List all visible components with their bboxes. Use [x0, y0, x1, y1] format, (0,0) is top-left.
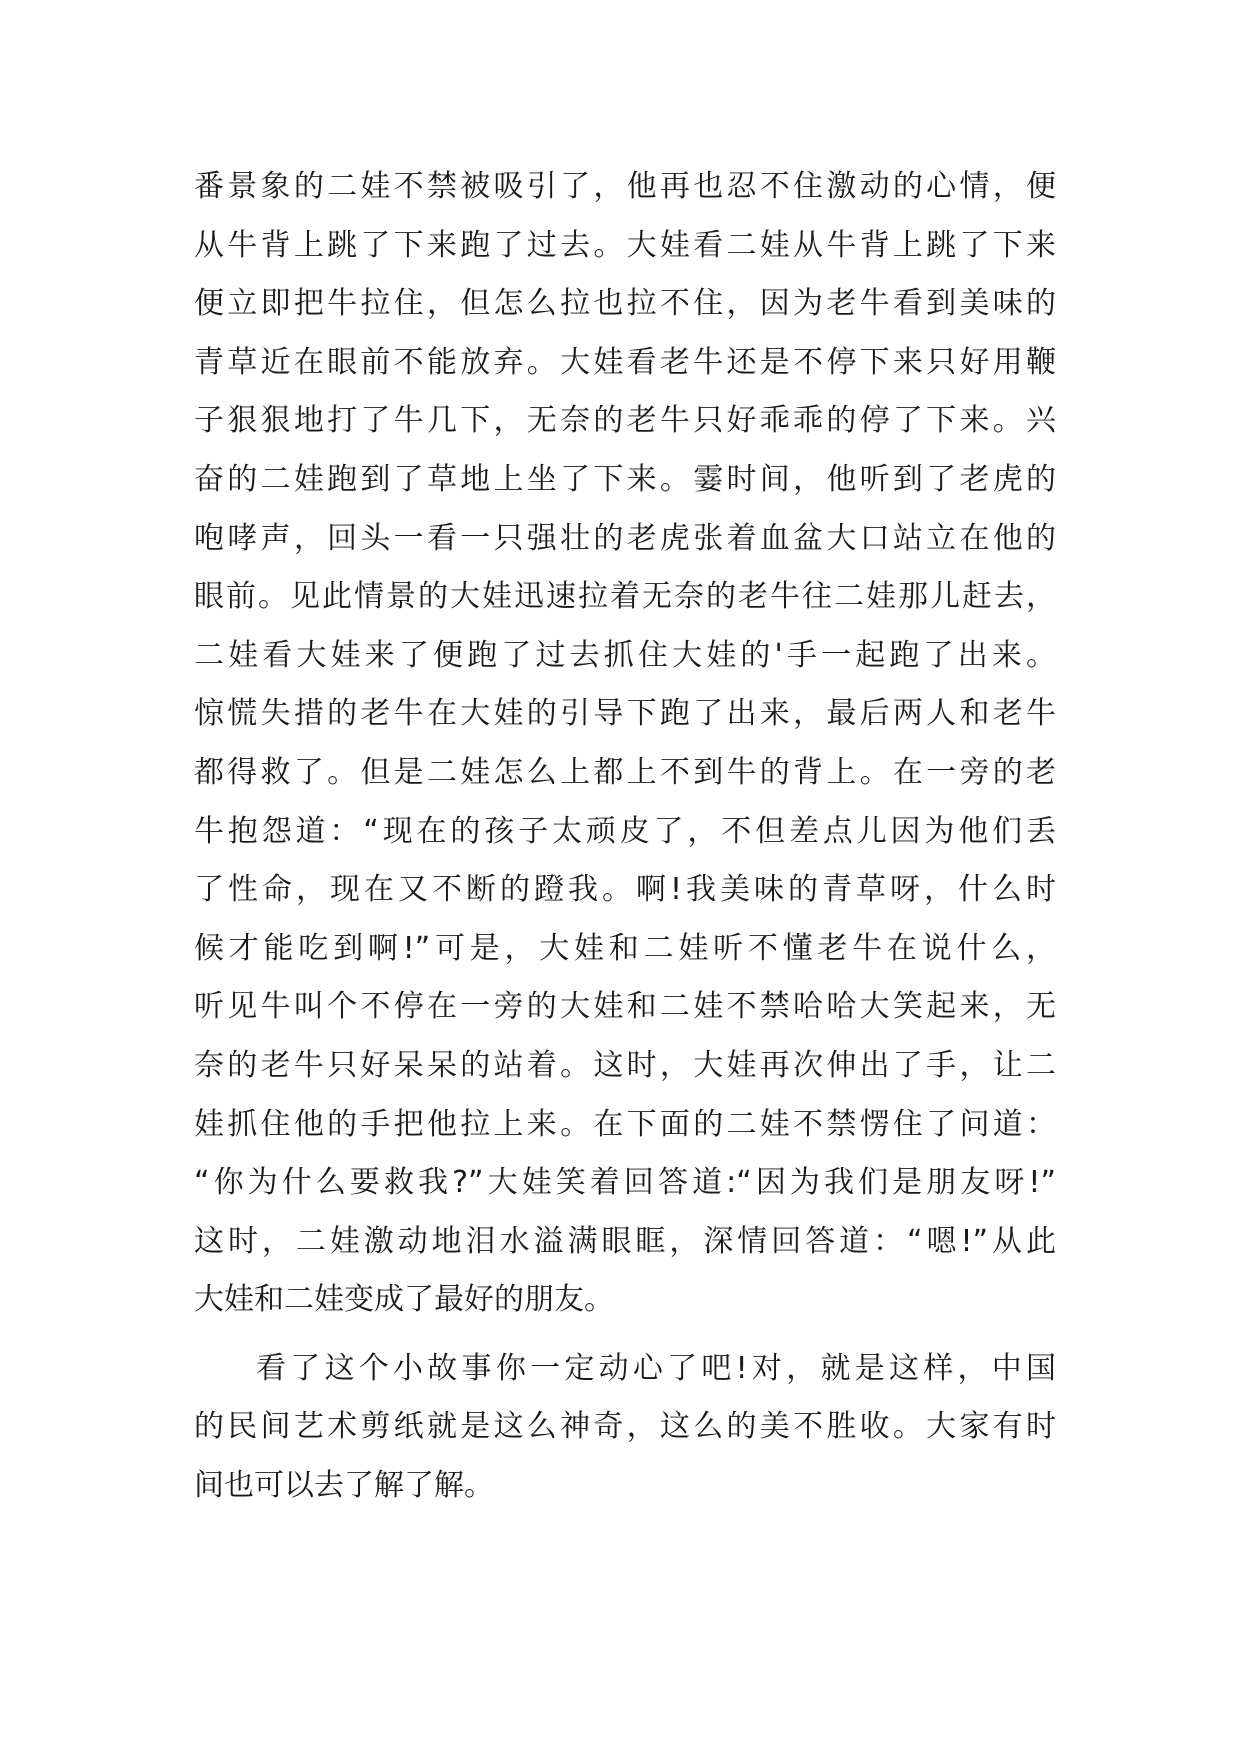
text-line: 的民间艺术剪纸就是这么神奇，这么的美不胜收。大家有时	[194, 1409, 1056, 1445]
text-line: 间也可以去了解了解。	[194, 1468, 494, 1504]
text-line: 番景象的二娃不禁被吸引了，他再也忍不住激动的心情，便	[194, 169, 1056, 204]
text-line: 奈的老牛只好呆呆的站着。这时，大娃再次伸出了手，让二	[194, 1047, 1056, 1083]
text-line: “你为什么要救我?”大娃笑着回答道:“因为我们是朋友呀!”	[194, 1165, 1056, 1201]
text-line: 二娃看大娃来了便跑了过去抓住大娃的'手一起跑了出来。	[194, 637, 1056, 673]
text-line: 了性命，现在又不断的蹬我。啊!我美味的青草呀，什么时	[194, 872, 1056, 908]
text-line: 娃抓住他的手把他拉上来。在下面的二娃不禁愣住了问道：	[194, 1106, 1056, 1142]
text-line: 从牛背上跳了下来跑了过去。大娃看二娃从牛背上跳了下来	[194, 227, 1056, 263]
body-text	[194, 158, 1056, 1516]
text-line: 咆哮声，回头一看一只强壮的老虎张着血盆大口站立在他的	[194, 520, 1056, 556]
text-line: 都得救了。但是二娃怎么上都上不到牛的背上。在一旁的老	[194, 754, 1056, 790]
text-line: 眼前。见此情景的大娃迅速拉着无奈的老牛往二娃那儿赶去，	[194, 579, 1056, 615]
text-line: 奋的二娃跑到了草地上坐了下来。霎时间，他听到了老虎的	[194, 461, 1056, 497]
text-line: 大娃和二娃变成了最好的朋友。	[194, 1282, 614, 1318]
text-line: 子狠狠地打了牛几下，无奈的老牛只好乖乖的停了下来。兴	[194, 403, 1056, 439]
text-line: 牛抱怨道：“现在的孩子太顽皮了，不但差点儿因为他们丢	[194, 813, 1056, 849]
paragraph-conclusion	[194, 1340, 1056, 1516]
text-line: 听见牛叫个不停在一旁的大娃和二娃不禁哈哈大笑起来，无	[194, 989, 1056, 1025]
text-line: 看了这个小故事你一定动心了吧!对，就是这样，中国	[256, 1350, 1056, 1386]
text-line: 惊慌失措的老牛在大娃的引导下跑了出来，最后两人和老牛	[194, 696, 1056, 732]
paragraph-story	[194, 158, 1056, 1330]
text-line: 候才能吃到啊!”可是，大娃和二娃听不懂老牛在说什么，	[194, 930, 1056, 966]
text-line: 这时，二娃激动地泪水溢满眼眶，深情回答道：“嗯!”从此	[194, 1223, 1056, 1259]
text-line: 青草近在眼前不能放弃。大娃看老牛还是不停下来只好用鞭	[194, 344, 1056, 380]
text-line: 便立即把牛拉住，但怎么拉也拉不住，因为老牛看到美味的	[194, 286, 1056, 322]
